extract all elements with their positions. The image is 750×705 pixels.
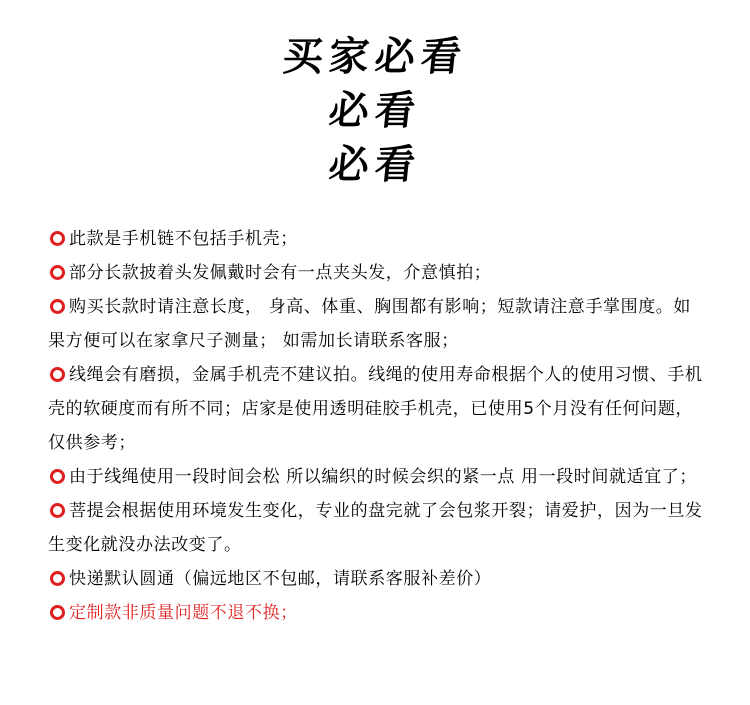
note-item-warning bbox=[48, 596, 708, 630]
page-title bbox=[0, 30, 750, 192]
notes-list bbox=[48, 222, 708, 630]
note-item bbox=[48, 494, 708, 562]
bullet-ring-icon bbox=[50, 469, 65, 484]
title-line-3: 必看 bbox=[326, 141, 424, 188]
note-item bbox=[48, 460, 708, 494]
note-text: 部分长款披着头发佩戴时会有一点夹头发，介意慎拍； bbox=[69, 263, 492, 283]
note-item bbox=[48, 222, 708, 256]
bullet-ring-icon bbox=[50, 299, 65, 314]
note-text: 快递默认圆通（偏远地区不包邮，请联系客服补差价） bbox=[69, 569, 492, 589]
bullet-ring-icon bbox=[50, 367, 65, 382]
note-text: 购买长款时请注意长度， 身高、体重、胸围都有影响；短款请注意手掌围度。如果方便可以在家拿尺子测量； 如需加长请联系客服； bbox=[48, 297, 692, 351]
note-item bbox=[48, 358, 708, 460]
note-item bbox=[48, 290, 708, 358]
note-text: 定制款非质量问题不退不换； bbox=[69, 603, 298, 623]
note-text: 线绳会有磨损，金属手机壳不建议拍。线绳的使用寿命根据个人的使用习惯、手机壳的软硬度而有所不同；店家是使用透明硅胶手机壳，已使用5个月没有任何问题，仅供参考； bbox=[48, 365, 703, 453]
note-item bbox=[48, 256, 708, 290]
note-text: 由于线绳使用一段时间会松 所以编织的时候会织的紧一点 用一段时间就适宜了； bbox=[69, 467, 698, 487]
note-text: 此款是手机链不包括手机壳； bbox=[69, 229, 298, 249]
title-line-1: 买家必看 bbox=[280, 33, 470, 80]
note-item bbox=[48, 562, 708, 596]
bullet-ring-icon bbox=[50, 605, 65, 620]
bullet-ring-icon bbox=[50, 571, 65, 586]
bullet-ring-icon bbox=[50, 265, 65, 280]
bullet-ring-icon bbox=[50, 503, 65, 518]
title-line-2: 必看 bbox=[326, 87, 424, 134]
note-text: 菩提会根据使用环境发生变化，专业的盘完就了会包浆开裂；请爱护，因为一旦发生变化就没办法改变了。 bbox=[48, 501, 703, 555]
bullet-ring-icon bbox=[50, 231, 65, 246]
